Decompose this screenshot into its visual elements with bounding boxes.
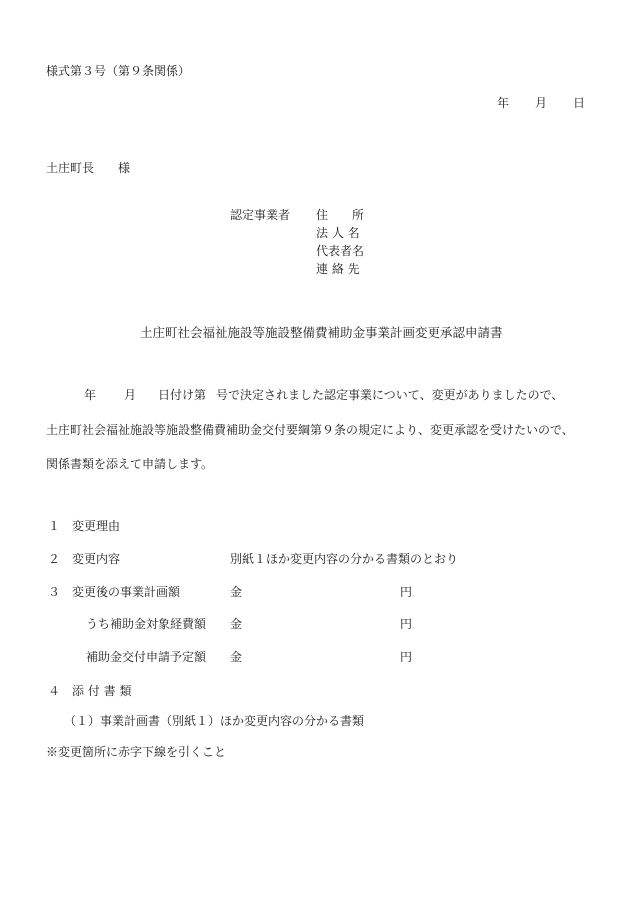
- item1-label: 変更理由: [72, 519, 121, 533]
- item3-sub1-amount-prefix: 金: [230, 617, 243, 631]
- item4-label: 添 付 書 類: [72, 684, 132, 698]
- note: ※変更箇所に赤字下線を引くこと: [46, 745, 227, 759]
- item3-sub1-unit: 円: [400, 617, 413, 631]
- applicant-contact-label: 連 絡 先: [316, 262, 360, 276]
- applicant-role: 認定事業者: [230, 208, 291, 222]
- item3-amount-prefix: 金: [230, 585, 243, 599]
- item3-sub2-unit: 円: [400, 650, 413, 664]
- item4-sub1: （１）事業計画書（別紙１）ほか変更内容の分かる書類: [64, 714, 365, 728]
- item3-unit: 円: [400, 585, 413, 599]
- body-month: 月: [124, 388, 137, 402]
- body-line-1-rest: 号で決定されました認定事業について、変更がありましたので、: [216, 388, 564, 402]
- date-day: 日: [573, 96, 586, 110]
- body-line-2: 土庄町社会福祉施設等施設整備費補助金交付要綱第９条の規定により、変更承認を受けたいので、: [46, 423, 574, 437]
- date-line: [497, 96, 585, 110]
- body-line-3: 関係書類を添えて申請します。: [46, 457, 214, 471]
- applicant-representative-label: 代表者名: [316, 244, 365, 258]
- item3-sub1-label: うち補助金対象経費額: [86, 617, 207, 631]
- body-year: 年: [84, 388, 97, 402]
- applicant-corporation-label: 法 人 名: [316, 226, 360, 240]
- body-day-number: 日付け第: [158, 388, 207, 402]
- item1-number: １: [48, 519, 61, 533]
- date-year: 年: [497, 96, 510, 110]
- item3-sub2-label: 補助金交付申請予定額: [86, 650, 207, 664]
- document-title: 土庄町社会福祉施設等施設整備費補助金事業計画変更承認申請書: [140, 325, 503, 340]
- date-month: 月: [535, 96, 548, 110]
- body-line-1: [46, 388, 563, 402]
- form-number: 様式第３号（第９条関係）: [46, 64, 191, 78]
- item2-value: 別紙１ほか変更内容の分かる書類のとおり: [230, 552, 459, 566]
- addressee-honorific: 様: [118, 161, 131, 175]
- item2-label: 変更内容: [72, 552, 121, 566]
- item3-number: ３: [48, 585, 61, 599]
- item4-number: ４: [48, 684, 61, 698]
- addressee-name: 土庄町長: [46, 161, 95, 175]
- item2-number: ２: [48, 552, 61, 566]
- item3-sub2-amount-prefix: 金: [230, 650, 243, 664]
- addressee: [46, 161, 130, 175]
- applicant-address-label: 住 所: [316, 208, 365, 222]
- item3-label: 変更後の事業計画額: [72, 585, 181, 599]
